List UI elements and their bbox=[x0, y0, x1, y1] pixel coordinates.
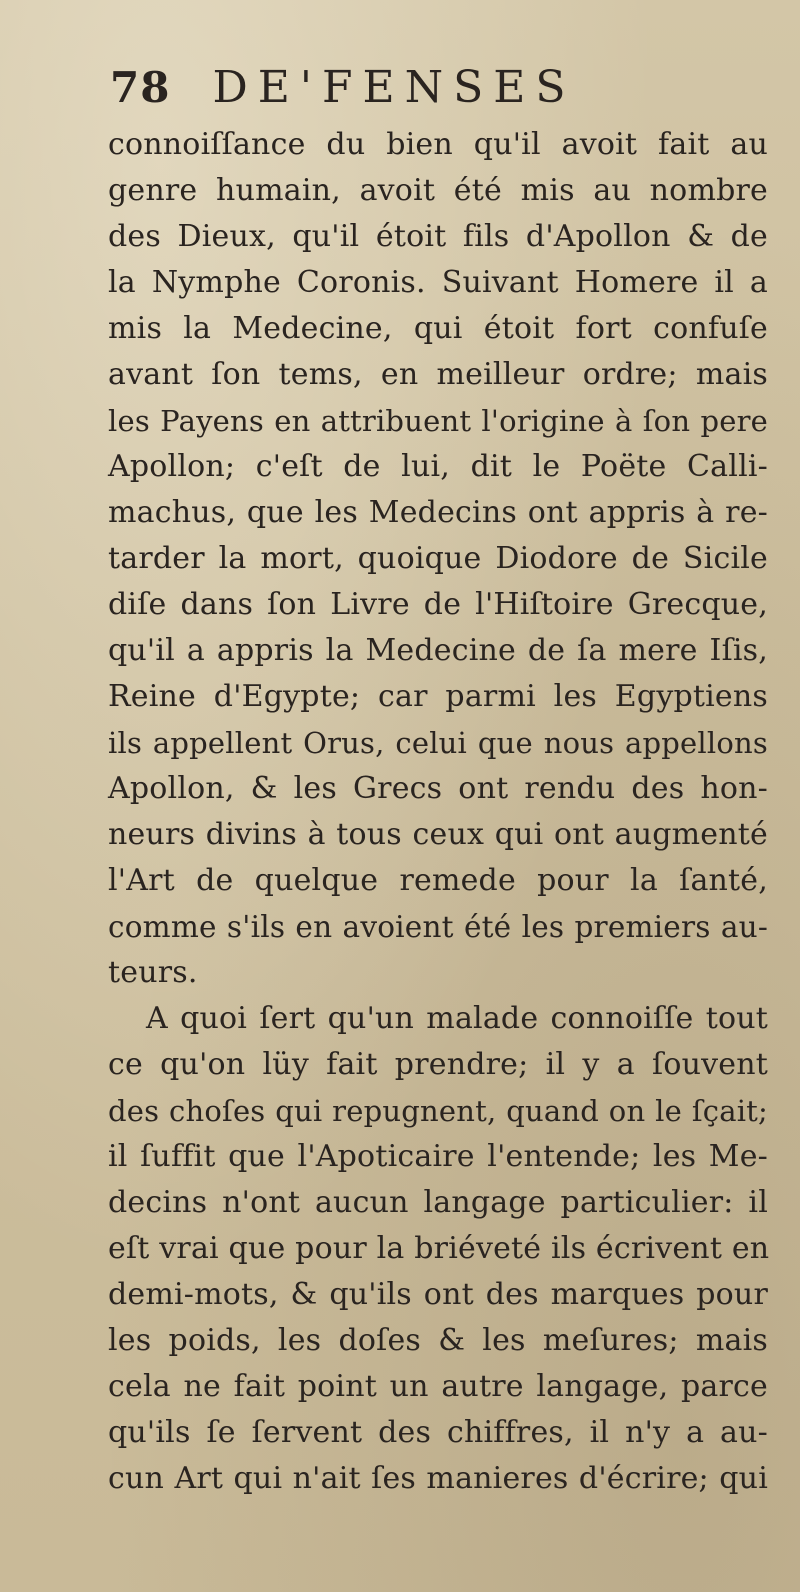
text-line: qu'il a appris la Medecine de ſa mere Iſis, bbox=[108, 633, 768, 668]
text-line: connoiſſance du bien qu'il avoit fait au bbox=[108, 127, 768, 162]
text-line: avant ſon tems, en meilleur ordre; mais bbox=[108, 357, 768, 392]
text-line: des choſes qui repugnent, quand on le ſçait; bbox=[108, 1094, 768, 1128]
text-line: eſt vrai que pour la briéveté ils écrivent en bbox=[108, 1231, 770, 1266]
running-title: DE'FENSES bbox=[212, 62, 576, 113]
page-number: 78 bbox=[110, 63, 171, 112]
text-line: ce qu'on lüy fait prendre; il y a ſouvent bbox=[108, 1047, 768, 1082]
text-line: mis la Medecine, qui étoit fort confuſe bbox=[108, 311, 768, 346]
text-line: la Nymphe Coronis. Suivant Homere il a bbox=[108, 265, 768, 300]
text-line: ils appellent Orus, celui que nous appellons bbox=[108, 726, 768, 760]
text-line: cun Art qui n'ait ſes manieres d'écrire; qui bbox=[108, 1461, 768, 1496]
body-text bbox=[108, 122, 768, 1502]
text-line: decins n'ont aucun langage particulier: il bbox=[108, 1185, 768, 1220]
text-line: Apollon, & les Grecs ont rendu des hon- bbox=[108, 771, 768, 806]
text-line: machus, que les Medecins ont appris à re- bbox=[108, 495, 768, 530]
text-line: neurs divins à tous ceux qui ont augmenté bbox=[108, 817, 768, 852]
text-line: les Payens en attribuent l'origine à ſon pere bbox=[108, 404, 768, 438]
text-line: demi-mots, & qu'ils ont des marques pour bbox=[108, 1277, 768, 1312]
text-line: teurs. bbox=[108, 955, 198, 990]
text-line: des Dieux, qu'il étoit fils d'Apollon & de bbox=[108, 219, 768, 254]
text-line: comme s'ils en avoient été les premiers au- bbox=[108, 910, 768, 944]
text-line: diſe dans ſon Livre de l'Hiſtoire Grecque, bbox=[108, 587, 768, 622]
text-line: il ſuffit que l'Apoticaire l'entende; les Me- bbox=[108, 1139, 768, 1174]
text-line: qu'ils ſe ſervent des chiffres, il n'y a au- bbox=[108, 1415, 768, 1450]
text-line: tarder la mort, quoique Diodore de Sicile bbox=[108, 541, 768, 576]
text-line: les poids, les doſes & les meſures; mais bbox=[108, 1323, 768, 1358]
text-line: Apollon; c'eſt de lui, dit le Poëte Calli- bbox=[108, 449, 768, 484]
text-line: Reine d'Egypte; car parmi les Egyptiens bbox=[108, 679, 768, 714]
text-line: l'Art de quelque remede pour la ſanté, bbox=[108, 863, 768, 898]
text-line: genre humain, avoit été mis au nombre bbox=[108, 173, 768, 208]
text-line: cela ne fait point un autre langage, parce bbox=[108, 1369, 768, 1404]
text-line: A quoi ſert qu'un malade connoiſſe tout bbox=[146, 1001, 768, 1036]
page-header bbox=[110, 62, 576, 118]
